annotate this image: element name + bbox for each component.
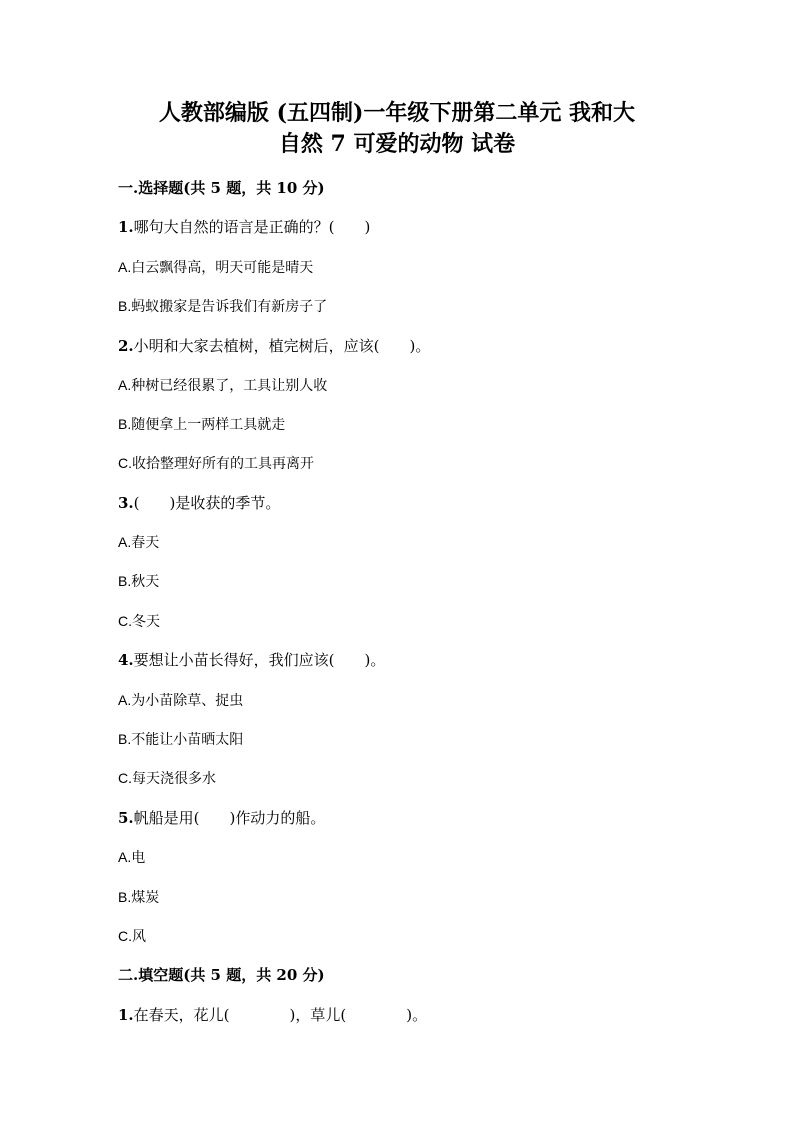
option-1b: B.蚂蚁搬家是告诉我们有新房子了 — [118, 298, 328, 314]
question-4 — [118, 650, 385, 670]
fill-question-1 — [118, 1005, 427, 1025]
question-number: 1. — [118, 218, 134, 236]
question-5 — [118, 808, 325, 828]
option-5b: B.煤炭 — [118, 889, 160, 905]
option-4b: B.不能让小苗晒太阳 — [118, 731, 244, 747]
option-4a: A.为小苗除草、捉虫 — [118, 692, 244, 708]
option-5a: A.电 — [118, 849, 146, 865]
question-text: 帆船是用( )作动力的船。 — [133, 809, 326, 827]
question-number: 3. — [118, 494, 134, 512]
option-3a: A.春天 — [118, 534, 160, 550]
option-1a: A.白云飘得高，明天可能是晴天 — [118, 259, 314, 275]
question-text: 要想让小苗长得好，我们应该( )。 — [133, 651, 386, 669]
document-title-line-1: 人教部编版 (五四制)一年级下册第二单元 我和大 — [158, 100, 636, 126]
document-title-line-2: 自然 7 可爱的动物 试卷 — [278, 131, 516, 157]
question-text: 在春天，花儿( )，草儿( )。 — [133, 1006, 428, 1024]
section-heading-choice: 一.选择题(共 5 题，共 10 分) — [118, 179, 325, 197]
question-text: ( )是收获的季节。 — [133, 494, 281, 512]
option-3b: B.秋天 — [118, 573, 160, 589]
option-2c: C.收拾整理好所有的工具再离开 — [118, 455, 314, 471]
question-text: 小明和大家去植树，植完树后，应该( )。 — [133, 337, 431, 355]
option-3c: C.冬天 — [118, 613, 160, 629]
question-number: 2. — [118, 337, 134, 355]
question-text: 哪句大自然的语言是正确的？( ) — [133, 218, 371, 236]
question-2 — [118, 336, 430, 356]
option-2b: B.随便拿上一两样工具就走 — [118, 416, 286, 432]
question-number: 5. — [118, 809, 134, 827]
section-heading-fill-blank: 二.填空题(共 5 题，共 20 分) — [118, 966, 325, 984]
question-number: 1. — [118, 1006, 134, 1024]
option-2a: A.种树已经很累了，工具让别人收 — [118, 377, 328, 393]
question-1 — [118, 217, 370, 237]
question-3 — [118, 493, 280, 513]
option-5c: C.风 — [118, 928, 146, 944]
option-4c: C.每天浇很多水 — [118, 770, 216, 786]
question-number: 4. — [118, 651, 134, 669]
